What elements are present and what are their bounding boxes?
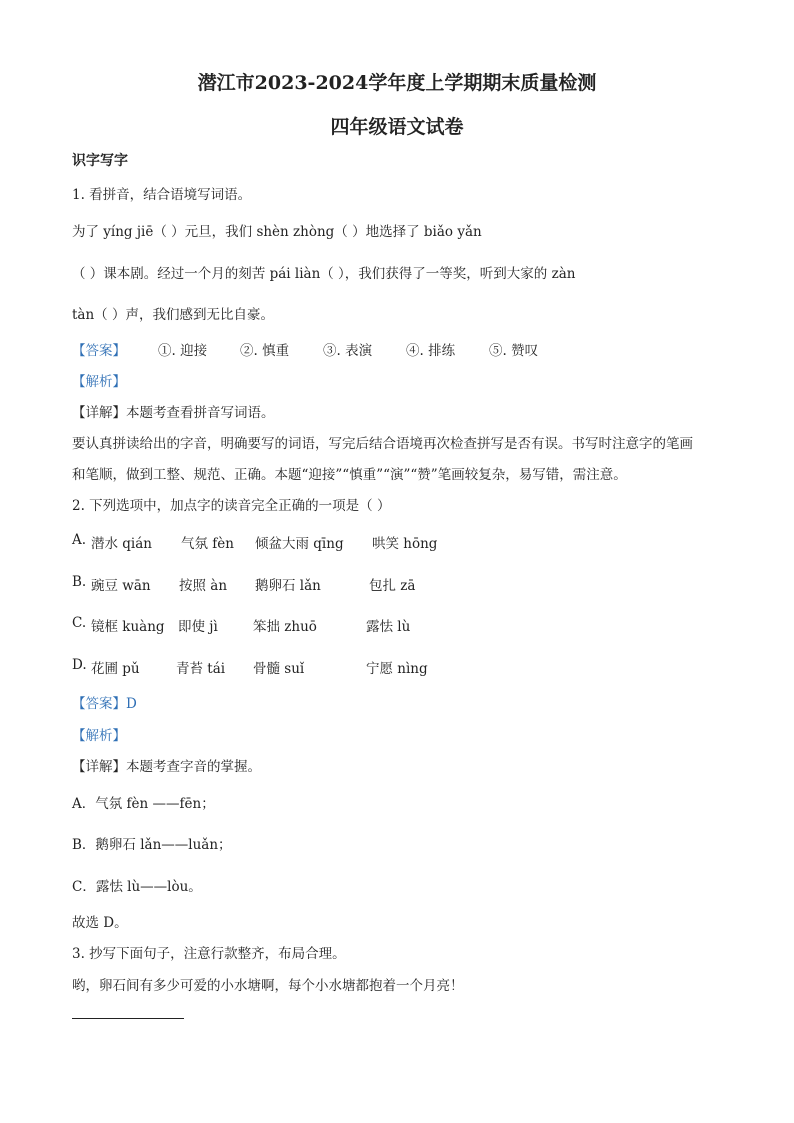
- page-subtitle: 四年级语文试卷: [330, 116, 464, 138]
- q3-question: 3. 抄写下面句子，注意行款整齐，布局合理。: [72, 946, 346, 962]
- q1-answer-2: ②. 慎重: [240, 343, 290, 359]
- q2-option-d-item-1: 花圃 pǔ: [91, 661, 140, 677]
- q2-fix-a: A．气氛 fèn ——fēn；: [72, 796, 215, 812]
- q2-fix-b: B．鹅卵石 lǎn——luǎn；: [72, 837, 232, 853]
- q2-detail: 【详解】本题考查字音的掌握。: [72, 759, 261, 775]
- q2-option-d-item-3: 骨髓 suǐ: [253, 661, 305, 677]
- q2-option-a-item-4: 哄笑 hōng: [372, 536, 438, 552]
- q2-option-c-item-4: 露怯 lù: [366, 619, 411, 635]
- q2-option-d-item-4: 宁愿 nìng: [366, 661, 428, 677]
- q1-answer-4: ④. 排练: [406, 343, 456, 359]
- q1-answer-5: ⑤. 赞叹: [489, 343, 539, 359]
- q1-explain-2: 和笔顺，做到工整、规范、正确。本题“迎接”“慎重”“演”“赞”笔画较复杂，易写错，需注意。: [72, 467, 627, 483]
- q3-sentence: 哟，卵石间有多少可爱的小水塘啊，每个小水塘都抱着一个月亮！: [72, 978, 464, 994]
- q1-answer-label: 【答案】: [72, 343, 126, 359]
- q2-option-b-item-4: 包扎 zā: [369, 578, 416, 594]
- q2-option-d-letter: D.: [72, 657, 87, 673]
- q2-option-b-item-3: 鹅卵石 lǎn: [255, 578, 321, 594]
- q2-option-a-item-1: 潜水 qián: [91, 536, 152, 552]
- q2-option-b-item-2: 按照 àn: [179, 578, 228, 594]
- q1-line-2: （ ）课本剧。经过一个月的刻苦 pái liàn（ ），我们获得了一等奖，听到大家的 zàn: [72, 266, 576, 282]
- q2-option-a-letter: A.: [72, 532, 87, 548]
- q1-line-1: 为了 yíng jiē（ ）元旦，我们 shèn zhòng（ ）地选择了 biǎo yǎn: [72, 224, 482, 240]
- q2-analysis-label: 【解析】: [72, 728, 126, 744]
- q1-answer-1: ①. 迎接: [158, 343, 208, 359]
- q2-option-a-item-3: 倾盆大雨 qīng: [255, 536, 344, 552]
- page-title: 潜江市2023-2024学年度上学期期末质量检测: [197, 72, 597, 94]
- q2-option-a-item-2: 气氛 fèn: [181, 536, 234, 552]
- q2-question: 2. 下列选项中，加点字的读音完全正确的一项是（ ）: [72, 498, 391, 514]
- q1-detail: 【详解】本题考查看拼音写词语。: [72, 405, 275, 421]
- q2-option-d-item-2: 青苔 tái: [176, 661, 226, 677]
- q2-option-c-item-2: 即使 jì: [178, 619, 218, 635]
- q2-option-b-item-1: 豌豆 wān: [91, 578, 151, 594]
- q1-answer-3: ③. 表演: [323, 343, 373, 359]
- q1-explain-1: 要认真拼读给出的字音，明确要写的词语，写完后结合语境再次检查拼写是否有误。书写时注意字的笔画: [72, 436, 693, 452]
- q1-line-3: tàn（ ）声，我们感到无比自豪。: [72, 307, 274, 323]
- answer-blank-line: [72, 1018, 184, 1019]
- q2-option-c-item-1: 镜框 kuàng: [91, 619, 165, 635]
- q1-analysis-label: 【解析】: [72, 374, 126, 390]
- q2-option-c-item-3: 笨拙 zhuō: [253, 619, 317, 635]
- q2-option-b-letter: B.: [72, 574, 87, 590]
- section-heading: 识字写字: [72, 153, 128, 169]
- q2-conclusion: 故选 D。: [72, 915, 128, 931]
- q2-option-c-letter: C.: [72, 615, 87, 631]
- q2-fix-c: C．露怯 lù——lòu。: [72, 879, 202, 895]
- q2-answer: 【答案】D: [72, 696, 137, 712]
- q1-question: 1. 看拼音，结合语境写词语。: [72, 187, 252, 203]
